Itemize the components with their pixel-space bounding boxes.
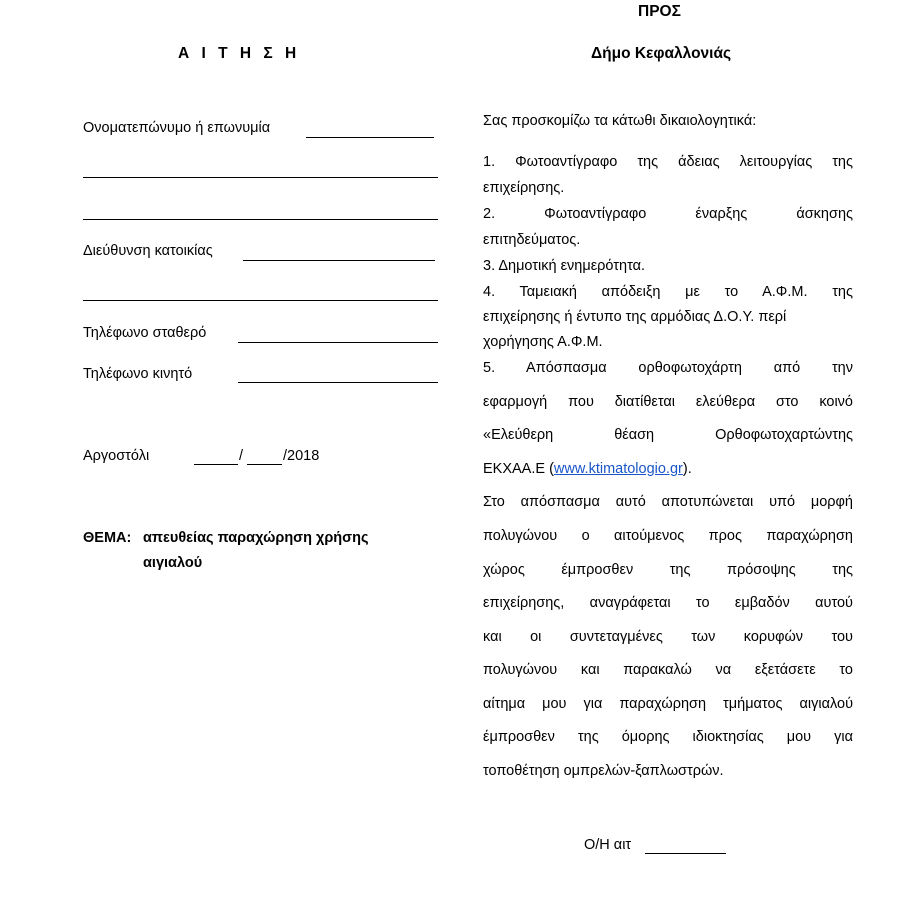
item-5-line-3: «Ελεύθερη θέαση Ορθοφωτοχαρτώντης <box>483 427 853 443</box>
landline-label: Τηλέφωνο σταθερό <box>83 325 207 341</box>
ktimatologio-link[interactable]: www.ktimatologio.gr <box>553 461 683 477</box>
item-5-line-4-suffix: ). <box>682 461 692 477</box>
address-label: Διεύθυνση κατοικίας <box>83 243 213 259</box>
city-label: Αργοστόλι <box>83 448 150 464</box>
date-year: /2018 <box>283 448 320 464</box>
mobile-field[interactable] <box>238 382 438 383</box>
address-field-line-2[interactable] <box>83 300 438 301</box>
paragraph-line-5: και οι συντεταγμένες των κορυφών του <box>483 629 853 645</box>
address-field[interactable] <box>243 260 435 261</box>
subject-text-line-2: αιγιαλού <box>143 555 203 571</box>
name-field[interactable] <box>306 137 434 138</box>
name-label: Ονοματεπώνυμο ή επωνυμία <box>83 120 271 136</box>
date-separator-1: / <box>239 448 244 464</box>
item-1-line-2: επιχείρησης. <box>483 180 565 196</box>
mobile-label: Τηλέφωνο κινητό <box>83 366 193 382</box>
item-5-line-2: εφαρμογή που διατίθεται ελεύθερα στο κοινό <box>483 394 853 410</box>
subject-text-line-1: απευθείας παραχώρηση χρήσης <box>143 530 369 546</box>
item-4-line-3: χορήγησης Α.Φ.Μ. <box>483 334 603 350</box>
item-4-line-2: επιχείρησης ή έντυπο της αρμόδιας Δ.Ο.Υ. περί <box>483 309 787 325</box>
paragraph-line-6: πολυγώνου και παρακαλώ να εξετάσετε το <box>483 662 853 678</box>
signature-field[interactable] <box>645 853 726 854</box>
paragraph-line-4: επιχείρησης, αναγράφεται το εμβαδόν αυτού <box>483 595 853 611</box>
paragraph-line-1: Στο απόσπασμα αυτό αποτυπώνεται υπό μορφή <box>483 494 853 510</box>
item-5-line-4 <box>483 461 692 477</box>
item-3: 3. Δημοτική ενημερότητα. <box>483 258 646 274</box>
paragraph-line-2: πολυγώνου ο αιτούμενος προς παραχώρηση <box>483 528 853 544</box>
recipient: Δήμο Κεφαλλονιάς <box>591 45 732 62</box>
date-month-field[interactable] <box>247 464 282 465</box>
name-field-line-3[interactable] <box>83 219 438 220</box>
paragraph-line-7: αίτημα μου για παραχώρηση τμήματος αιγιαλού <box>483 696 853 712</box>
signature-label: Ο/Η αιτ <box>584 837 632 853</box>
item-4-line-1: 4. Ταμειακή απόδειξη με το Α.Φ.Μ. της <box>483 284 853 300</box>
item-1-line-1: 1. Φωτοαντίγραφο της άδειας λειτουργίας της <box>483 154 853 170</box>
paragraph-line-9: τοποθέτηση ομπρελών-ξαπλωστρών. <box>483 763 724 779</box>
item-5-line-1: 5. Απόσπασμα ορθοφωτοχάρτη από την <box>483 360 853 376</box>
subject-label: ΘΕΜΑ: <box>83 530 132 546</box>
paragraph-line-3: χώρος έμπροσθεν της πρόσοψης της <box>483 562 853 578</box>
to-label: ΠΡΟΣ <box>638 3 681 20</box>
paragraph-line-8: έμπροσθεν της όμορης ιδιοκτησίας μου για <box>483 729 853 745</box>
item-2-line-2: επιτηδεύματος. <box>483 232 581 248</box>
document-title: Α Ι Τ Η Σ Η <box>178 45 301 62</box>
name-field-line-2[interactable] <box>83 177 438 178</box>
landline-field[interactable] <box>238 342 438 343</box>
intro-text: Σας προσκομίζω τα κάτωθι δικαιολογητικά: <box>483 113 757 129</box>
item-5-line-4-prefix: ΕΚΧΑΑ.Ε ( <box>483 461 554 477</box>
date-day-field[interactable] <box>194 464 238 465</box>
item-2-line-1: 2. Φωτοαντίγραφο έναρξης άσκησης <box>483 206 853 222</box>
